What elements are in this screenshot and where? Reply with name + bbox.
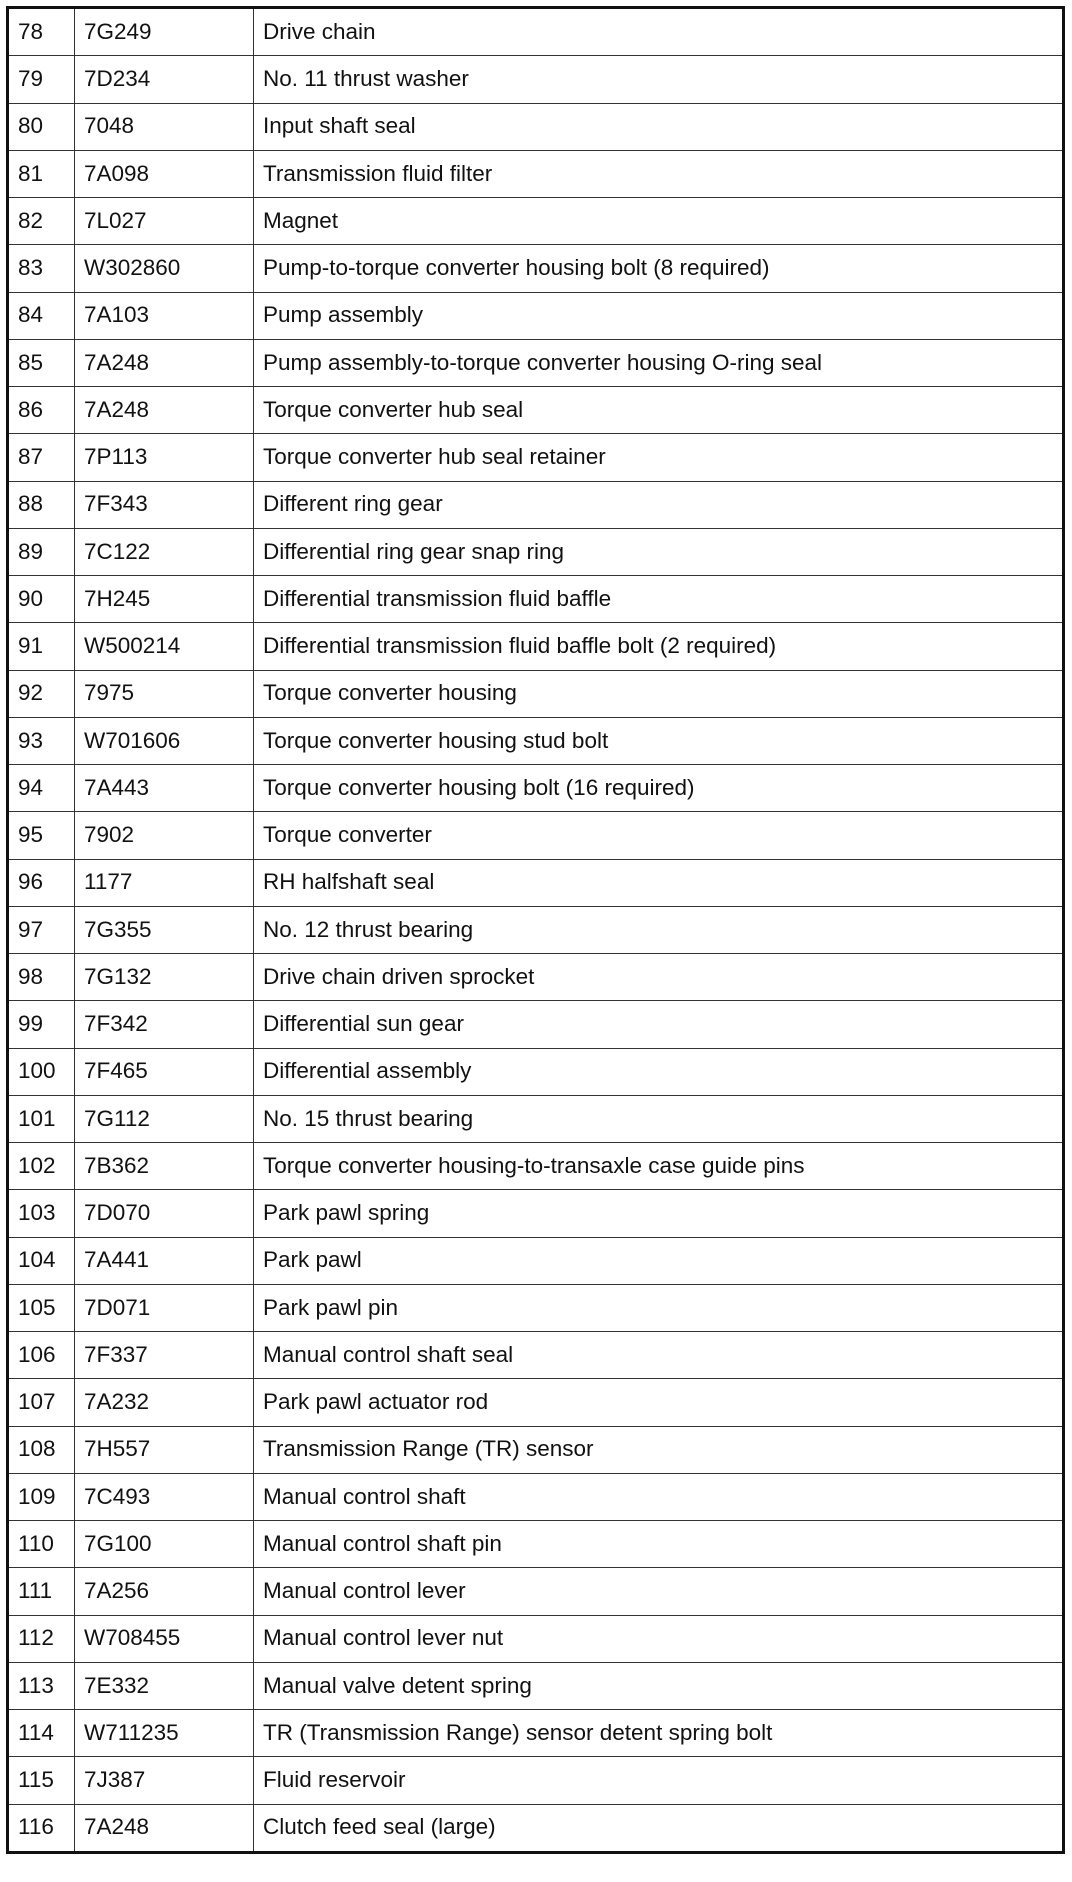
item-number-cell: 106 xyxy=(8,1332,75,1379)
table-row xyxy=(8,103,1064,150)
description-cell: Differential sun gear xyxy=(254,1001,1064,1048)
part-number-cell: 7F337 xyxy=(75,1332,254,1379)
description-cell: Park pawl xyxy=(254,1237,1064,1284)
item-number-cell: 85 xyxy=(8,339,75,386)
description-cell: Torque converter hub seal xyxy=(254,387,1064,434)
item-number-cell: 100 xyxy=(8,1048,75,1095)
description-cell: No. 15 thrust bearing xyxy=(254,1095,1064,1142)
description-cell: Park pawl pin xyxy=(254,1284,1064,1331)
description-cell: Clutch feed seal (large) xyxy=(254,1804,1064,1852)
table-row xyxy=(8,717,1064,764)
item-number-cell: 112 xyxy=(8,1615,75,1662)
table-row xyxy=(8,1190,1064,1237)
table-row xyxy=(8,528,1064,575)
item-number-cell: 86 xyxy=(8,387,75,434)
description-cell: Differential ring gear snap ring xyxy=(254,528,1064,575)
description-cell: Manual control lever xyxy=(254,1568,1064,1615)
table-row xyxy=(8,481,1064,528)
table-row xyxy=(8,1143,1064,1190)
item-number-cell: 78 xyxy=(8,8,75,56)
item-number-cell: 90 xyxy=(8,576,75,623)
description-cell: Differential transmission fluid baffle xyxy=(254,576,1064,623)
part-number-cell: 7F343 xyxy=(75,481,254,528)
description-cell: Differential assembly xyxy=(254,1048,1064,1095)
table-row xyxy=(8,906,1064,953)
part-number-cell: 7048 xyxy=(75,103,254,150)
part-number-cell: 7D071 xyxy=(75,1284,254,1331)
item-number-cell: 97 xyxy=(8,906,75,953)
table-row xyxy=(8,292,1064,339)
description-cell: Manual control shaft seal xyxy=(254,1332,1064,1379)
table-row xyxy=(8,1662,1064,1709)
part-number-cell: 7H557 xyxy=(75,1426,254,1473)
part-number-cell: 7902 xyxy=(75,812,254,859)
description-cell: Torque converter housing bolt (16 required) xyxy=(254,765,1064,812)
parts-table xyxy=(6,6,1065,1854)
table-row xyxy=(8,1284,1064,1331)
description-cell: Transmission Range (TR) sensor xyxy=(254,1426,1064,1473)
part-number-cell: 7L027 xyxy=(75,198,254,245)
table-row xyxy=(8,1095,1064,1142)
item-number-cell: 96 xyxy=(8,859,75,906)
item-number-cell: 79 xyxy=(8,56,75,103)
part-number-cell: 7A103 xyxy=(75,292,254,339)
description-cell: Transmission fluid filter xyxy=(254,150,1064,197)
description-cell: Drive chain xyxy=(254,8,1064,56)
item-number-cell: 114 xyxy=(8,1710,75,1757)
table-row xyxy=(8,56,1064,103)
table-row xyxy=(8,670,1064,717)
table-row xyxy=(8,954,1064,1001)
part-number-cell: 7C493 xyxy=(75,1473,254,1520)
table-row xyxy=(8,576,1064,623)
item-number-cell: 88 xyxy=(8,481,75,528)
description-cell: Differential transmission fluid baffle bolt (2 required) xyxy=(254,623,1064,670)
part-number-cell: W701606 xyxy=(75,717,254,764)
table-row xyxy=(8,1521,1064,1568)
table-row xyxy=(8,150,1064,197)
table-row xyxy=(8,1001,1064,1048)
part-number-cell: 7G132 xyxy=(75,954,254,1001)
part-number-cell: 7D234 xyxy=(75,56,254,103)
description-cell: Park pawl spring xyxy=(254,1190,1064,1237)
table-row xyxy=(8,245,1064,292)
item-number-cell: 109 xyxy=(8,1473,75,1520)
part-number-cell: W500214 xyxy=(75,623,254,670)
part-number-cell: 7G100 xyxy=(75,1521,254,1568)
description-cell: Drive chain driven sprocket xyxy=(254,954,1064,1001)
part-number-cell: 7A256 xyxy=(75,1568,254,1615)
item-number-cell: 99 xyxy=(8,1001,75,1048)
part-number-cell: W711235 xyxy=(75,1710,254,1757)
item-number-cell: 93 xyxy=(8,717,75,764)
part-number-cell: 1177 xyxy=(75,859,254,906)
table-row xyxy=(8,859,1064,906)
description-cell: Park pawl actuator rod xyxy=(254,1379,1064,1426)
description-cell: Magnet xyxy=(254,198,1064,245)
item-number-cell: 111 xyxy=(8,1568,75,1615)
item-number-cell: 81 xyxy=(8,150,75,197)
description-cell: No. 11 thrust washer xyxy=(254,56,1064,103)
item-number-cell: 113 xyxy=(8,1662,75,1709)
part-number-cell: 7A248 xyxy=(75,339,254,386)
table-row xyxy=(8,1568,1064,1615)
description-cell: Different ring gear xyxy=(254,481,1064,528)
part-number-cell: 7A443 xyxy=(75,765,254,812)
part-number-cell: 7G249 xyxy=(75,8,254,56)
description-cell: TR (Transmission Range) sensor detent spring bolt xyxy=(254,1710,1064,1757)
part-number-cell: 7F342 xyxy=(75,1001,254,1048)
item-number-cell: 91 xyxy=(8,623,75,670)
description-cell: Manual control shaft pin xyxy=(254,1521,1064,1568)
parts-table-body xyxy=(8,8,1064,1853)
description-cell: Pump assembly-to-torque converter housing O-ring seal xyxy=(254,339,1064,386)
item-number-cell: 92 xyxy=(8,670,75,717)
part-number-cell: 7G112 xyxy=(75,1095,254,1142)
table-row xyxy=(8,765,1064,812)
description-cell: Manual valve detent spring xyxy=(254,1662,1064,1709)
item-number-cell: 87 xyxy=(8,434,75,481)
item-number-cell: 107 xyxy=(8,1379,75,1426)
table-row xyxy=(8,1757,1064,1804)
part-number-cell: 7B362 xyxy=(75,1143,254,1190)
description-cell: Manual control shaft xyxy=(254,1473,1064,1520)
table-row xyxy=(8,1426,1064,1473)
part-number-cell: W708455 xyxy=(75,1615,254,1662)
part-number-cell: 7A248 xyxy=(75,387,254,434)
table-row xyxy=(8,1379,1064,1426)
part-number-cell: 7A441 xyxy=(75,1237,254,1284)
table-row xyxy=(8,812,1064,859)
item-number-cell: 105 xyxy=(8,1284,75,1331)
table-row xyxy=(8,1710,1064,1757)
description-cell: No. 12 thrust bearing xyxy=(254,906,1064,953)
description-cell: Input shaft seal xyxy=(254,103,1064,150)
part-number-cell: 7A248 xyxy=(75,1804,254,1852)
table-row xyxy=(8,623,1064,670)
item-number-cell: 104 xyxy=(8,1237,75,1284)
table-row xyxy=(8,1804,1064,1852)
part-number-cell: 7G355 xyxy=(75,906,254,953)
item-number-cell: 110 xyxy=(8,1521,75,1568)
part-number-cell: 7F465 xyxy=(75,1048,254,1095)
part-number-cell: 7J387 xyxy=(75,1757,254,1804)
item-number-cell: 83 xyxy=(8,245,75,292)
item-number-cell: 116 xyxy=(8,1804,75,1852)
item-number-cell: 80 xyxy=(8,103,75,150)
description-cell: Torque converter housing-to-transaxle case guide pins xyxy=(254,1143,1064,1190)
description-cell: Pump assembly xyxy=(254,292,1064,339)
table-row xyxy=(8,1615,1064,1662)
part-number-cell: 7D070 xyxy=(75,1190,254,1237)
description-cell: Torque converter housing xyxy=(254,670,1064,717)
description-cell: Fluid reservoir xyxy=(254,1757,1064,1804)
table-row xyxy=(8,1473,1064,1520)
item-number-cell: 108 xyxy=(8,1426,75,1473)
part-number-cell: 7C122 xyxy=(75,528,254,575)
table-row xyxy=(8,339,1064,386)
part-number-cell: 7975 xyxy=(75,670,254,717)
description-cell: Torque converter hub seal retainer xyxy=(254,434,1064,481)
item-number-cell: 84 xyxy=(8,292,75,339)
item-number-cell: 95 xyxy=(8,812,75,859)
table-row xyxy=(8,1048,1064,1095)
item-number-cell: 102 xyxy=(8,1143,75,1190)
description-cell: Torque converter xyxy=(254,812,1064,859)
item-number-cell: 101 xyxy=(8,1095,75,1142)
description-cell: Pump-to-torque converter housing bolt (8 required) xyxy=(254,245,1064,292)
item-number-cell: 98 xyxy=(8,954,75,1001)
description-cell: Manual control lever nut xyxy=(254,1615,1064,1662)
table-row xyxy=(8,1332,1064,1379)
part-number-cell: 7A098 xyxy=(75,150,254,197)
part-number-cell: 7H245 xyxy=(75,576,254,623)
table-row xyxy=(8,1237,1064,1284)
table-row xyxy=(8,8,1064,56)
description-cell: Torque converter housing stud bolt xyxy=(254,717,1064,764)
item-number-cell: 82 xyxy=(8,198,75,245)
item-number-cell: 89 xyxy=(8,528,75,575)
item-number-cell: 115 xyxy=(8,1757,75,1804)
part-number-cell: W302860 xyxy=(75,245,254,292)
part-number-cell: 7E332 xyxy=(75,1662,254,1709)
item-number-cell: 94 xyxy=(8,765,75,812)
item-number-cell: 103 xyxy=(8,1190,75,1237)
table-row xyxy=(8,387,1064,434)
part-number-cell: 7P113 xyxy=(75,434,254,481)
table-row xyxy=(8,198,1064,245)
description-cell: RH halfshaft seal xyxy=(254,859,1064,906)
table-row xyxy=(8,434,1064,481)
part-number-cell: 7A232 xyxy=(75,1379,254,1426)
